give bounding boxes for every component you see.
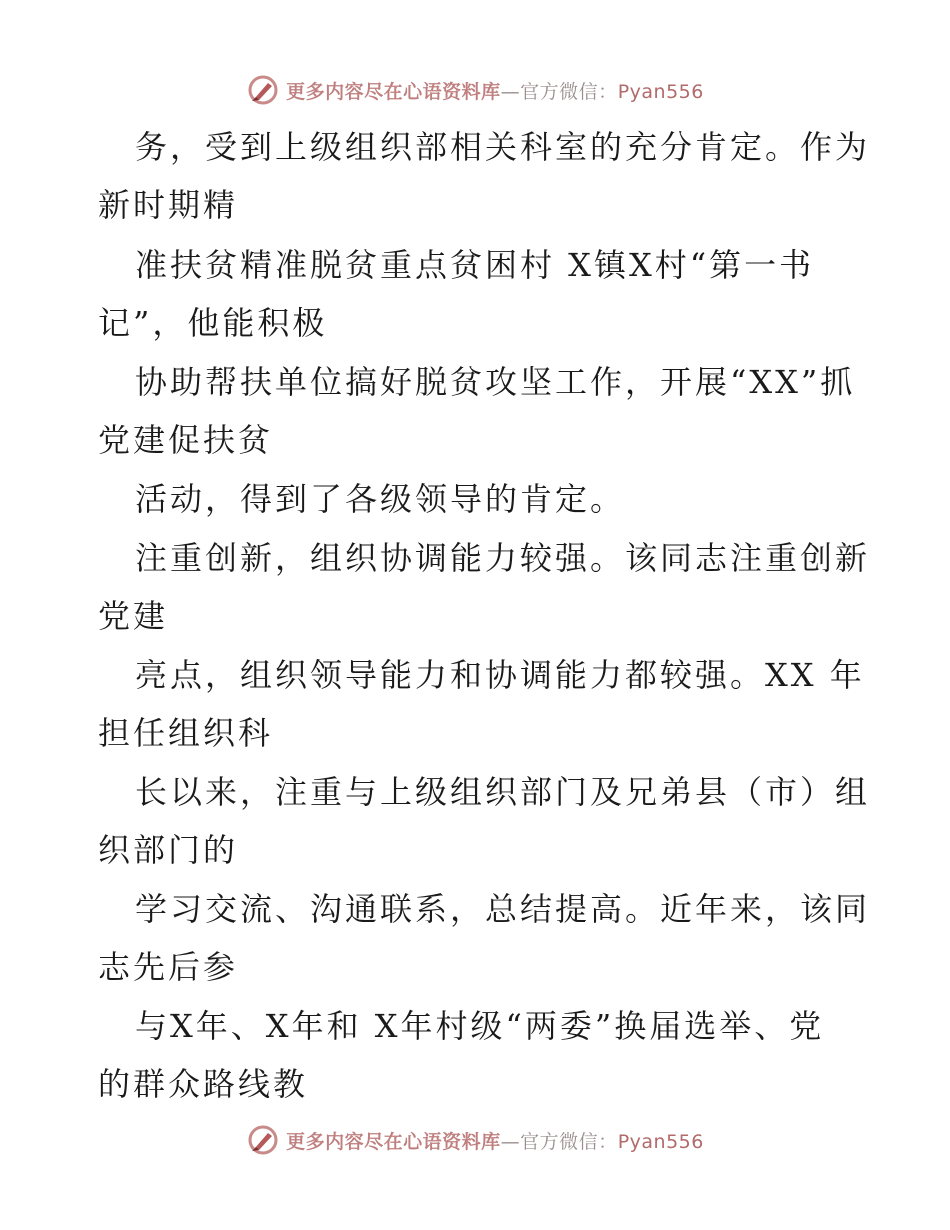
text-line: 记”，他能积极 xyxy=(98,304,328,342)
text-line: 担任组织科 xyxy=(98,714,274,752)
watermark-text xyxy=(286,77,704,104)
text-line: 党建 xyxy=(98,597,169,635)
watermark-contact: 官方微信： xyxy=(520,80,618,103)
pen-circle-logo-icon xyxy=(246,73,280,107)
pen-circle-logo-icon xyxy=(246,1123,280,1157)
text-line: 注重创新，组织协调能力较强。该同志注重创新 xyxy=(135,539,871,577)
watermark-brand: 更多内容尽在心语资料库 xyxy=(286,80,501,103)
text-line: 学习交流、沟通联系，总结提高。近年来，该同 xyxy=(135,890,871,928)
text-line: 与X年、X年和 X年村级“两委”换届选举、党 xyxy=(135,1007,825,1045)
watermark-text xyxy=(286,1127,704,1154)
text-line: 的群众路线教 xyxy=(98,1065,309,1103)
text-line: 长以来，注重与上级组织部门及兄弟县（市）组 xyxy=(135,773,871,811)
watermark-id: Pyan556 xyxy=(617,80,704,103)
watermark-brand: 更多内容尽在心语资料库 xyxy=(286,1130,501,1153)
text-line: 织部门的 xyxy=(98,831,239,869)
text-line: 活动，得到了各级领导的肯定。 xyxy=(135,480,626,518)
header-watermark xyxy=(0,70,950,110)
watermark-dash: — xyxy=(500,80,521,103)
text-line: 准扶贫精准脱贫重点贫困村 X镇X村“第一书 xyxy=(135,246,815,284)
text-line: 新时期精 xyxy=(98,186,239,224)
text-line: 协助帮扶单位搞好脱贫攻坚工作，开展“XX”抓 xyxy=(135,363,856,401)
text-line: 志先后参 xyxy=(98,948,239,986)
text-line: 亮点，组织领导能力和协调能力都较强。XX 年 xyxy=(135,656,865,694)
footer-watermark xyxy=(0,1120,950,1160)
text-line: 务，受到上级组织部相关科室的充分肯定。作为 xyxy=(135,128,871,166)
watermark-dash: — xyxy=(500,1130,521,1153)
watermark-id: Pyan556 xyxy=(617,1130,704,1153)
watermark-contact: 官方微信： xyxy=(520,1130,618,1153)
text-line: 党建促扶贫 xyxy=(98,421,274,459)
